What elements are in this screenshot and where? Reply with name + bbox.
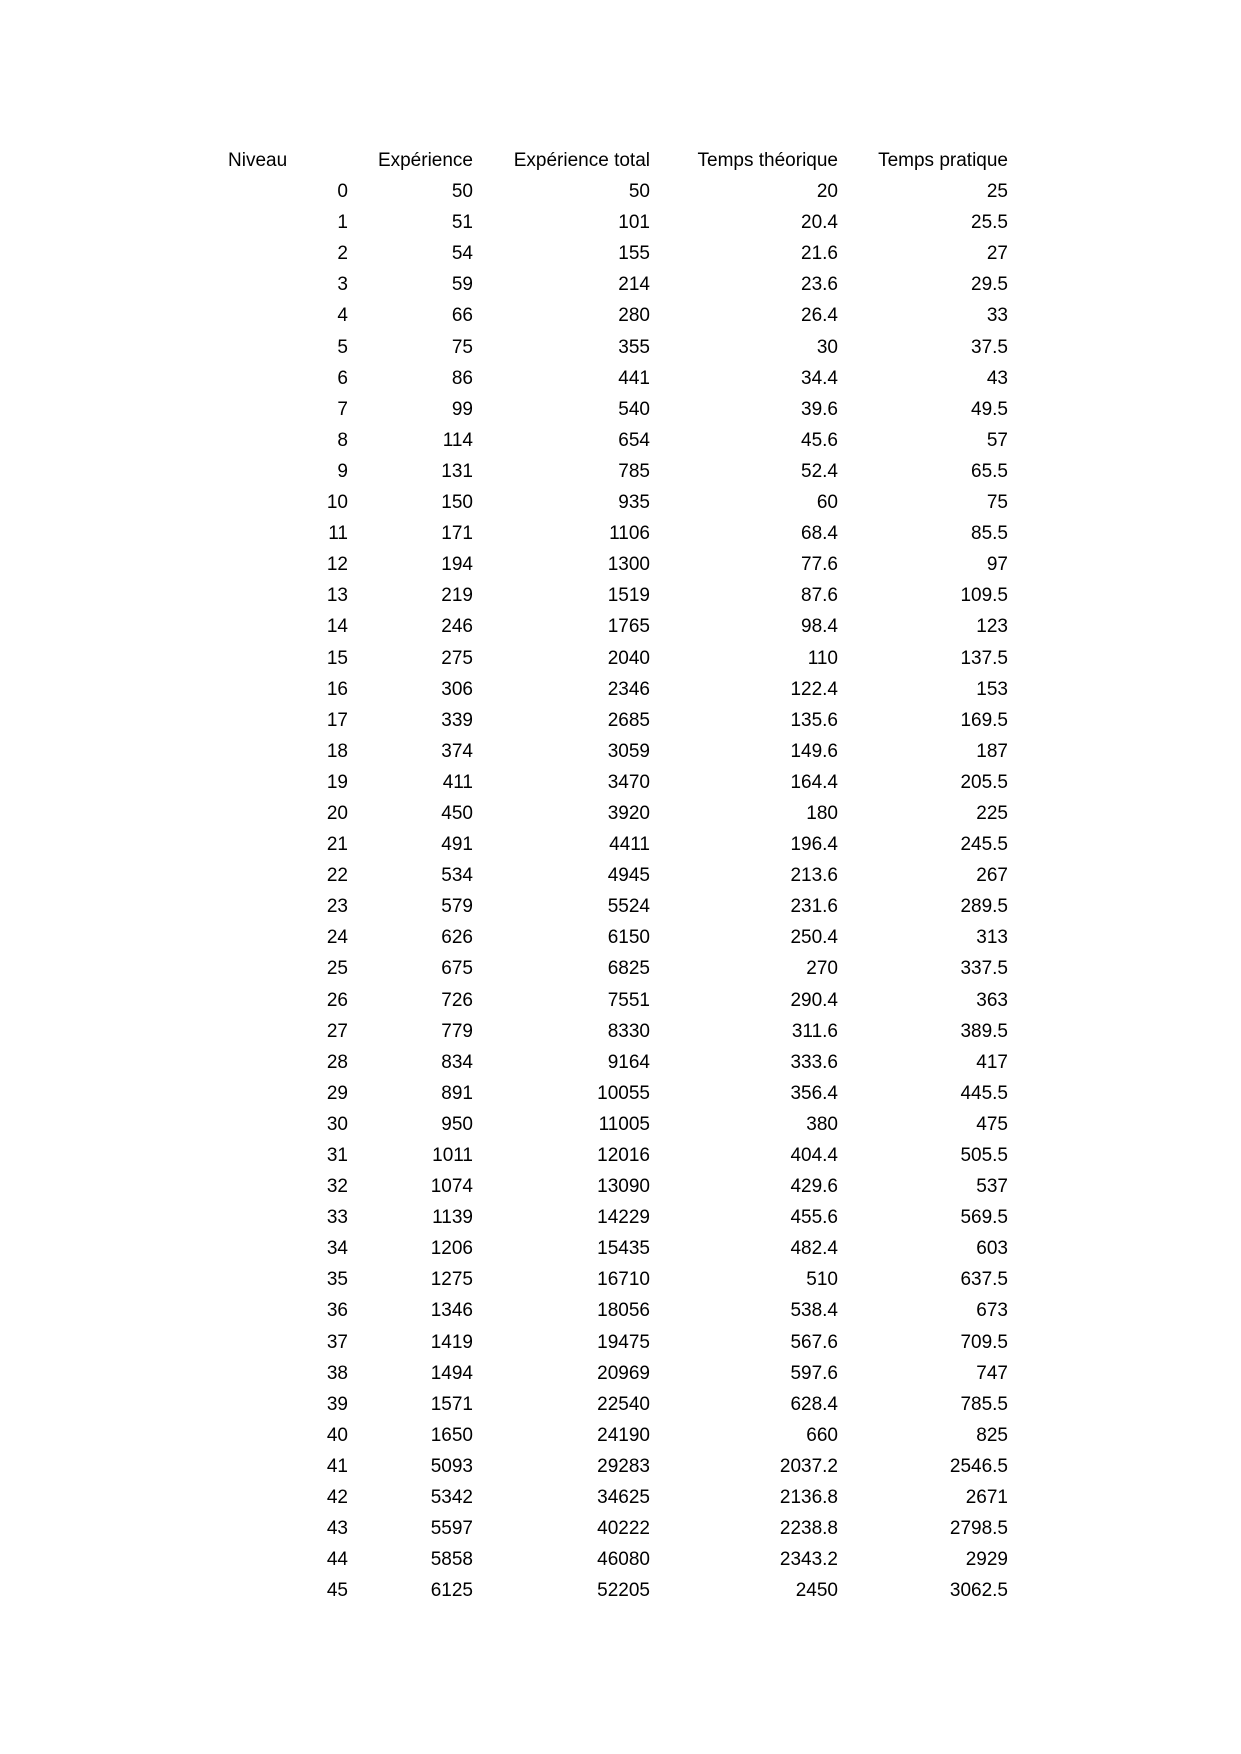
- cell-temps-theorique: 333.6: [790, 1051, 838, 1073]
- cell-temps-theorique: 39.6: [801, 398, 838, 420]
- cell-experience: 5858: [430, 1549, 473, 1571]
- cell-niveau: 21: [326, 834, 348, 856]
- cell-temps-theorique: 510: [806, 1269, 838, 1291]
- cell-niveau: 22: [326, 865, 348, 887]
- cell-experience: 1074: [430, 1176, 473, 1198]
- cell-temps-theorique: 250.4: [790, 927, 838, 949]
- cell-experience: 675: [441, 958, 473, 980]
- table-row: [228, 922, 1008, 953]
- cell-niveau: 35: [326, 1269, 348, 1291]
- cell-temps-pratique: 97: [986, 554, 1008, 576]
- cell-experience: 891: [441, 1082, 473, 1104]
- cell-niveau: 42: [326, 1487, 348, 1509]
- cell-temps-theorique: 60: [816, 492, 838, 514]
- table-row: [228, 1202, 1008, 1233]
- table-row: [228, 891, 1008, 922]
- cell-niveau: 39: [326, 1393, 348, 1415]
- cell-experience-total: 935: [618, 492, 650, 514]
- cell-niveau: 2: [337, 243, 348, 265]
- cell-niveau: 20: [326, 802, 348, 824]
- cell-temps-theorique: 538.4: [790, 1300, 838, 1322]
- cell-experience: 779: [441, 1020, 473, 1042]
- cell-temps-theorique: 45.6: [801, 429, 838, 451]
- cell-experience-total: 155: [618, 243, 650, 265]
- cell-experience: 171: [441, 523, 473, 545]
- cell-temps-theorique: 213.6: [790, 865, 838, 887]
- cell-temps-pratique: 57: [986, 429, 1008, 451]
- cell-temps-theorique: 2343.2: [779, 1549, 838, 1571]
- cell-experience: 834: [441, 1051, 473, 1073]
- cell-experience-total: 6150: [607, 927, 650, 949]
- table-row: [228, 332, 1008, 363]
- cell-experience-total: 15435: [597, 1238, 650, 1260]
- cell-temps-theorique: 87.6: [801, 585, 838, 607]
- cell-experience: 491: [441, 834, 473, 856]
- header-temps-pratique: Temps pratique: [878, 150, 1008, 171]
- cell-temps-pratique: 569.5: [960, 1207, 1008, 1229]
- cell-experience-total: 785: [618, 460, 650, 482]
- cell-niveau: 26: [326, 989, 348, 1011]
- table-row: [228, 1233, 1008, 1264]
- table-row: [228, 1109, 1008, 1140]
- cell-temps-theorique: 628.4: [790, 1393, 838, 1415]
- cell-temps-pratique: 137.5: [960, 647, 1008, 669]
- table-row: [228, 1420, 1008, 1451]
- cell-temps-pratique: 187: [976, 740, 1008, 762]
- cell-experience: 726: [441, 989, 473, 1011]
- cell-temps-pratique: 417: [976, 1051, 1008, 1073]
- cell-temps-pratique: 337.5: [960, 958, 1008, 980]
- cell-temps-pratique: 65.5: [971, 460, 1008, 482]
- table-row: [228, 425, 1008, 456]
- cell-niveau: 45: [326, 1580, 348, 1602]
- cell-experience-total: 654: [618, 429, 650, 451]
- cell-experience-total: 1106: [609, 523, 650, 545]
- cell-experience-total: 9164: [607, 1051, 650, 1073]
- cell-temps-theorique: 23.6: [801, 274, 838, 296]
- table-row: [228, 829, 1008, 860]
- cell-experience-total: 22540: [597, 1393, 650, 1415]
- cell-temps-pratique: 289.5: [960, 896, 1008, 918]
- cell-experience: 275: [441, 647, 473, 669]
- cell-experience: 1650: [430, 1424, 473, 1446]
- table-row: [228, 1327, 1008, 1358]
- table-row: [228, 238, 1008, 269]
- cell-temps-theorique: 356.4: [790, 1082, 838, 1104]
- cell-temps-pratique: 3062.5: [949, 1580, 1008, 1602]
- cell-experience: 306: [441, 678, 473, 700]
- cell-temps-pratique: 25.5: [971, 212, 1008, 234]
- cell-niveau: 14: [326, 616, 348, 638]
- cell-temps-pratique: 603: [976, 1238, 1008, 1260]
- cell-temps-pratique: 123: [976, 616, 1008, 638]
- cell-temps-theorique: 482.4: [790, 1238, 838, 1260]
- cell-experience-total: 1519: [607, 585, 650, 607]
- table-row: [228, 1295, 1008, 1326]
- cell-temps-pratique: 709.5: [960, 1331, 1008, 1353]
- cell-temps-pratique: 2798.5: [949, 1518, 1008, 1540]
- cell-temps-pratique: 85.5: [971, 523, 1008, 545]
- cell-niveau: 18: [326, 740, 348, 762]
- cell-niveau: 34: [326, 1238, 348, 1260]
- cell-temps-pratique: 43: [986, 367, 1008, 389]
- cell-experience: 150: [441, 492, 473, 514]
- cell-experience-total: 101: [618, 212, 650, 234]
- cell-experience-total: 2346: [607, 678, 650, 700]
- cell-experience: 579: [441, 896, 473, 918]
- cell-experience: 5597: [430, 1518, 473, 1540]
- cell-temps-pratique: 785.5: [960, 1393, 1008, 1415]
- cell-temps-pratique: 673: [976, 1300, 1008, 1322]
- cell-niveau: 1: [337, 212, 348, 234]
- table-row: [228, 394, 1008, 425]
- cell-experience-total: 50: [628, 181, 650, 203]
- cell-niveau: 24: [326, 927, 348, 949]
- cell-experience: 1011: [432, 1145, 473, 1166]
- table-row: [228, 207, 1008, 238]
- cell-experience-total: 40222: [597, 1518, 650, 1540]
- cell-niveau: 19: [326, 771, 348, 793]
- cell-experience-total: 214: [618, 274, 650, 296]
- cell-experience: 6125: [430, 1580, 473, 1602]
- cell-niveau: 44: [326, 1549, 348, 1571]
- cell-niveau: 32: [326, 1176, 348, 1198]
- cell-experience-total: 29283: [597, 1455, 650, 1477]
- cell-temps-theorique: 455.6: [790, 1207, 838, 1229]
- table-row: [228, 860, 1008, 891]
- cell-temps-pratique: 75: [986, 492, 1008, 514]
- cell-temps-theorique: 270: [806, 958, 838, 980]
- cell-temps-theorique: 311.6: [791, 1020, 838, 1042]
- cell-temps-pratique: 389.5: [960, 1020, 1008, 1042]
- cell-experience-total: 441: [618, 367, 650, 389]
- cell-temps-pratique: 2546.5: [949, 1455, 1008, 1477]
- cell-experience: 374: [441, 740, 473, 762]
- cell-experience: 1139: [432, 1207, 473, 1229]
- table-row: [228, 953, 1008, 984]
- cell-temps-theorique: 231.6: [790, 896, 838, 918]
- cell-experience: 66: [451, 305, 473, 327]
- table-row: [228, 736, 1008, 767]
- table-row: [228, 767, 1008, 798]
- cell-temps-pratique: 637.5: [960, 1269, 1008, 1291]
- cell-experience: 5342: [430, 1487, 473, 1509]
- cell-experience: 114: [442, 429, 473, 451]
- cell-niveau: 10: [326, 492, 348, 514]
- header-experience: Expérience: [377, 150, 473, 171]
- cell-experience-total: 2040: [607, 647, 650, 669]
- cell-experience: 411: [442, 771, 473, 793]
- cell-experience: 75: [451, 336, 473, 358]
- cell-temps-theorique: 290.4: [790, 989, 838, 1011]
- cell-temps-theorique: 180: [806, 802, 838, 824]
- header-experience-total: Expérience total: [513, 150, 650, 171]
- cell-temps-pratique: 2671: [965, 1487, 1008, 1509]
- table-row: [228, 1078, 1008, 1109]
- level-experience-table: [228, 145, 1008, 1606]
- cell-temps-pratique: 537: [976, 1176, 1008, 1198]
- table-row: [228, 1358, 1008, 1389]
- cell-niveau: 15: [326, 647, 348, 669]
- cell-temps-pratique: 505.5: [960, 1145, 1008, 1166]
- cell-experience: 194: [441, 554, 473, 576]
- table-body: [228, 145, 1008, 1606]
- cell-niveau: 17: [326, 709, 348, 731]
- table-row: [228, 518, 1008, 549]
- cell-experience: 219: [441, 585, 473, 607]
- cell-temps-pratique: 153: [976, 678, 1008, 700]
- cell-experience-total: 52205: [597, 1580, 650, 1602]
- cell-experience: 50: [451, 181, 473, 203]
- cell-experience: 1419: [430, 1331, 473, 1353]
- cell-niveau: 9: [337, 460, 348, 482]
- cell-experience: 1494: [430, 1362, 473, 1384]
- cell-niveau: 6: [337, 367, 348, 389]
- cell-temps-pratique: 205.5: [960, 771, 1008, 793]
- table-row: [228, 549, 1008, 580]
- cell-niveau: 16: [326, 678, 348, 700]
- cell-experience: 86: [451, 367, 473, 389]
- cell-niveau: 30: [326, 1113, 348, 1135]
- cell-experience-total: 3470: [607, 771, 650, 793]
- cell-temps-pratique: 49.5: [971, 398, 1008, 420]
- cell-temps-theorique: 2136.8: [779, 1487, 838, 1509]
- cell-temps-theorique: 122.4: [790, 678, 838, 700]
- cell-temps-theorique: 77.6: [801, 554, 838, 576]
- cell-niveau: 8: [337, 429, 348, 451]
- cell-niveau: 13: [326, 585, 348, 607]
- table-row: [228, 1389, 1008, 1420]
- header-temps-theorique: Temps théorique: [697, 150, 838, 171]
- cell-temps-theorique: 110: [807, 647, 838, 669]
- cell-niveau: 29: [326, 1082, 348, 1104]
- table-row: [228, 487, 1008, 518]
- cell-temps-theorique: 2450: [795, 1580, 838, 1602]
- cell-experience: 99: [451, 398, 473, 420]
- cell-temps-pratique: 109.5: [960, 585, 1008, 607]
- table-row: [228, 1575, 1008, 1606]
- cell-temps-pratique: 445.5: [960, 1082, 1008, 1104]
- cell-experience-total: 3920: [607, 802, 650, 824]
- cell-experience-total: 24190: [597, 1424, 650, 1446]
- cell-temps-pratique: 245.5: [960, 834, 1008, 856]
- cell-experience: 1346: [430, 1300, 473, 1322]
- header-niveau: Niveau: [228, 150, 288, 171]
- cell-niveau: 31: [326, 1145, 348, 1166]
- cell-temps-theorique: 34.4: [801, 367, 838, 389]
- cell-niveau: 27: [326, 1020, 348, 1042]
- cell-temps-pratique: 27: [986, 243, 1008, 265]
- cell-experience-total: 5524: [607, 896, 650, 918]
- cell-experience: 1206: [430, 1238, 473, 1260]
- cell-experience-total: 8330: [607, 1020, 650, 1042]
- table-row: [228, 1482, 1008, 1513]
- cell-temps-pratique: 169.5: [960, 709, 1008, 731]
- cell-experience: 534: [441, 865, 473, 887]
- cell-niveau: 25: [326, 958, 348, 980]
- cell-niveau: 4: [337, 305, 348, 327]
- cell-niveau: 5: [337, 336, 348, 358]
- cell-experience-total: 14229: [597, 1207, 650, 1229]
- table-row: [228, 985, 1008, 1016]
- cell-temps-pratique: 267: [976, 865, 1008, 887]
- cell-experience: 1275: [430, 1269, 473, 1291]
- cell-experience: 51: [451, 212, 473, 234]
- cell-experience-total: 34625: [597, 1487, 650, 1509]
- cell-experience-total: 4945: [607, 865, 650, 887]
- table-row: [228, 705, 1008, 736]
- cell-experience-total: 46080: [597, 1549, 650, 1571]
- cell-temps-theorique: 98.4: [801, 616, 838, 638]
- cell-niveau: 23: [326, 896, 348, 918]
- cell-experience: 1571: [430, 1393, 473, 1415]
- cell-temps-theorique: 2238.8: [779, 1518, 838, 1540]
- cell-temps-theorique: 380: [806, 1113, 838, 1135]
- header-row: [228, 145, 1008, 176]
- cell-niveau: 3: [337, 274, 348, 296]
- cell-temps-pratique: 363: [976, 989, 1008, 1011]
- cell-experience-total: 10055: [597, 1082, 650, 1104]
- cell-experience-total: 13090: [597, 1176, 650, 1198]
- cell-experience-total: 12016: [597, 1145, 650, 1166]
- cell-niveau: 12: [326, 554, 348, 576]
- cell-experience-total: 1765: [607, 616, 650, 638]
- table-row: [228, 1140, 1008, 1171]
- cell-experience: 59: [451, 274, 473, 296]
- table-row: [228, 176, 1008, 207]
- table-row: [228, 798, 1008, 829]
- table-row: [228, 269, 1008, 300]
- table-row: [228, 1544, 1008, 1575]
- cell-experience-total: 16710: [597, 1269, 650, 1291]
- cell-experience: 950: [441, 1113, 473, 1135]
- cell-experience-total: 4411: [609, 834, 650, 856]
- cell-temps-theorique: 21.6: [801, 243, 838, 265]
- cell-temps-theorique: 429.6: [790, 1176, 838, 1198]
- cell-temps-pratique: 225: [976, 802, 1008, 824]
- cell-experience-total: 7551: [607, 989, 650, 1011]
- cell-niveau: 0: [337, 181, 348, 203]
- cell-niveau: 43: [326, 1518, 348, 1540]
- cell-niveau: 41: [326, 1455, 348, 1477]
- cell-temps-pratique: 475: [976, 1113, 1008, 1135]
- cell-niveau: 7: [337, 398, 348, 420]
- table-row: [228, 1264, 1008, 1295]
- cell-temps-theorique: 404.4: [790, 1145, 838, 1166]
- cell-temps-theorique: 20: [816, 181, 838, 203]
- cell-temps-theorique: 149.6: [790, 740, 838, 762]
- table-row: [228, 580, 1008, 611]
- cell-niveau: 28: [326, 1051, 348, 1073]
- cell-niveau: 37: [326, 1331, 348, 1353]
- cell-temps-theorique: 597.6: [790, 1362, 838, 1384]
- table-row: [228, 1451, 1008, 1482]
- cell-experience: 54: [451, 243, 473, 265]
- table-row: [228, 611, 1008, 642]
- cell-temps-pratique: 313: [976, 927, 1008, 949]
- cell-niveau: 11: [328, 523, 348, 545]
- table-row: [228, 456, 1008, 487]
- cell-temps-pratique: 2929: [965, 1549, 1008, 1571]
- cell-temps-theorique: 164.4: [790, 771, 838, 793]
- cell-niveau: 38: [326, 1362, 348, 1384]
- cell-temps-pratique: 825: [976, 1424, 1008, 1446]
- cell-temps-pratique: 25: [986, 181, 1008, 203]
- cell-temps-theorique: 567.6: [790, 1331, 838, 1353]
- cell-temps-theorique: 30: [816, 336, 838, 358]
- table-row: [228, 363, 1008, 394]
- cell-temps-pratique: 33: [986, 305, 1008, 327]
- cell-experience-total: 18056: [597, 1300, 650, 1322]
- cell-temps-theorique: 660: [806, 1424, 838, 1446]
- cell-temps-theorique: 52.4: [801, 460, 838, 482]
- cell-temps-pratique: 29.5: [971, 274, 1008, 296]
- cell-experience-total: 6825: [607, 958, 650, 980]
- cell-niveau: 40: [326, 1424, 348, 1446]
- table-row: [228, 1047, 1008, 1078]
- cell-temps-theorique: 20.4: [801, 212, 838, 234]
- cell-experience: 339: [441, 709, 473, 731]
- cell-experience: 246: [441, 616, 473, 638]
- cell-experience: 131: [441, 460, 473, 482]
- cell-experience-total: 1300: [607, 554, 650, 576]
- cell-experience: 626: [441, 927, 473, 949]
- cell-experience-total: 2685: [607, 709, 650, 731]
- table-row: [228, 300, 1008, 331]
- cell-temps-theorique: 2037.2: [779, 1455, 838, 1477]
- table-row: [228, 643, 1008, 674]
- cell-temps-theorique: 68.4: [801, 523, 838, 545]
- cell-niveau: 33: [326, 1207, 348, 1229]
- cell-experience-total: 11005: [598, 1113, 650, 1135]
- table-row: [228, 1513, 1008, 1544]
- table-row: [228, 1171, 1008, 1202]
- cell-temps-theorique: 135.6: [790, 709, 838, 731]
- cell-temps-pratique: 37.5: [971, 336, 1008, 358]
- cell-experience-total: 280: [618, 305, 650, 327]
- cell-experience-total: 540: [618, 398, 650, 420]
- cell-experience-total: 19475: [597, 1331, 650, 1353]
- cell-temps-pratique: 747: [976, 1362, 1008, 1384]
- table-row: [228, 1016, 1008, 1047]
- cell-temps-theorique: 196.4: [790, 834, 838, 856]
- cell-experience-total: 20969: [597, 1362, 650, 1384]
- cell-experience: 5093: [430, 1455, 473, 1477]
- cell-experience: 450: [441, 802, 473, 824]
- table-row: [228, 674, 1008, 705]
- cell-experience-total: 3059: [607, 740, 650, 762]
- cell-niveau: 36: [326, 1300, 348, 1322]
- cell-temps-theorique: 26.4: [801, 305, 838, 327]
- cell-experience-total: 355: [618, 336, 650, 358]
